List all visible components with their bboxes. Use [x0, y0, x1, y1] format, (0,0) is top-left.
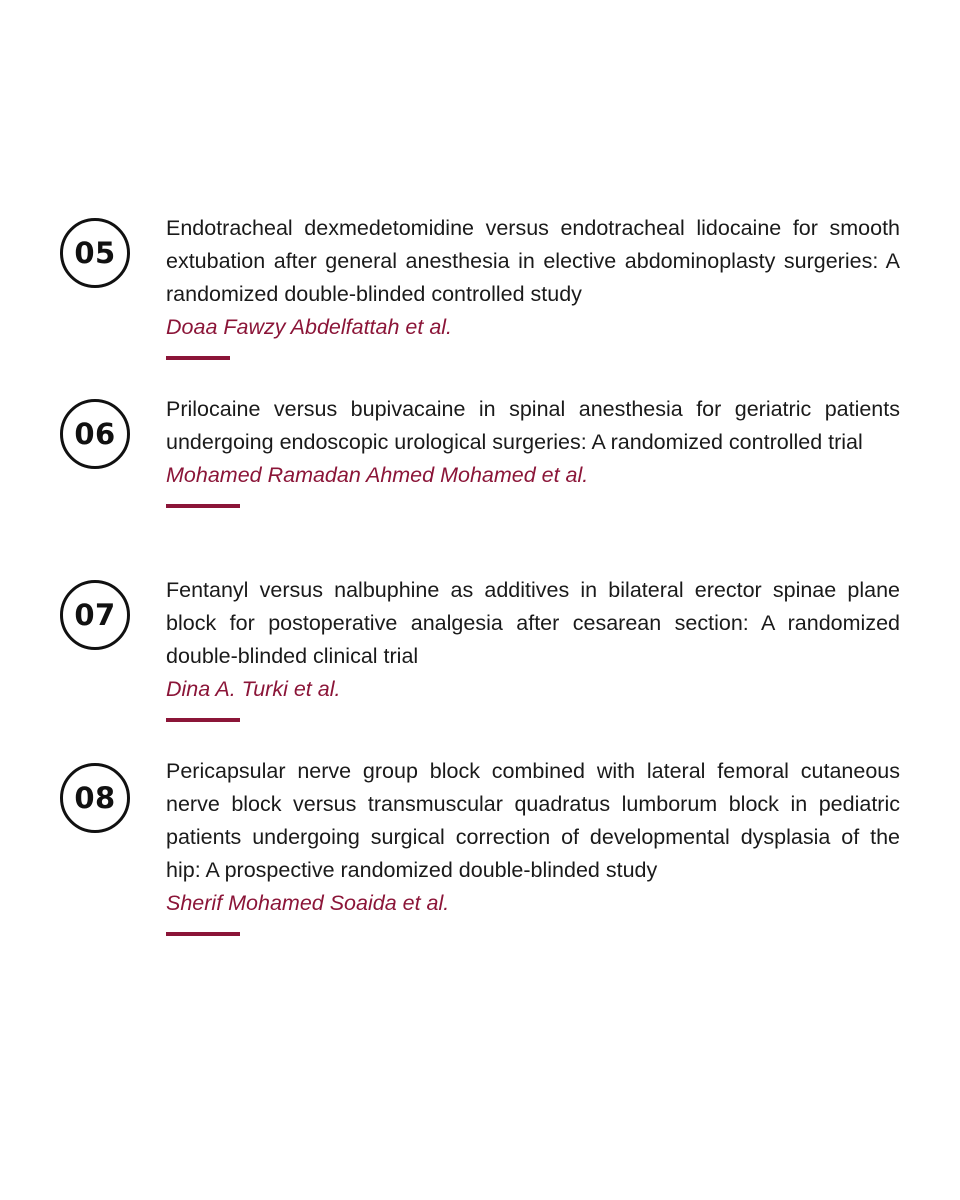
- article-number-badge: 05: [60, 218, 130, 288]
- article-title[interactable]: Prilocaine versus bupivacaine in spinal anesthesia for geriatric patients undergoing endoscopic urological surgeries: A randomized controlled trial: [166, 397, 900, 454]
- article-number-badge: 08: [60, 763, 130, 833]
- separator-rule: [166, 504, 240, 508]
- article-content: [166, 574, 900, 722]
- article-title[interactable]: Endotracheal dexmedetomidine versus endotracheal lidocaine for smooth extubation after general anesthesia in elective abdominoplasty surgeries: A randomized double-blinded controlled study: [166, 216, 900, 306]
- article-number-badge: 06: [60, 399, 130, 469]
- article-content: [166, 393, 900, 508]
- article-title[interactable]: Pericapsular nerve group block combined with lateral femoral cutaneous nerve block versus transmuscular quadratus lumborum block in pediatric patients undergoing surgical correction of developmental dysplasia of the hip: A prospective randomized double-blinded study: [166, 759, 900, 882]
- separator-rule: [166, 718, 240, 722]
- article-authors: Mohamed Ramadan Ahmed Mohamed et al.: [166, 463, 589, 487]
- article-content: [166, 212, 900, 360]
- article-authors: Sherif Mohamed Soaida et al.: [166, 891, 450, 915]
- article-authors: Dina A. Turki et al.: [166, 677, 341, 701]
- separator-rule: [166, 356, 230, 360]
- article-number-badge: 07: [60, 580, 130, 650]
- article-title[interactable]: Fentanyl versus nalbuphine as additives in bilateral erector spinae plane block for postoperative analgesia after cesarean section: A randomized double-blinded clinical trial: [166, 578, 900, 668]
- article-authors: Doaa Fawzy Abdelfattah et al.: [166, 315, 453, 339]
- article-content: [166, 755, 900, 936]
- separator-rule: [166, 932, 240, 936]
